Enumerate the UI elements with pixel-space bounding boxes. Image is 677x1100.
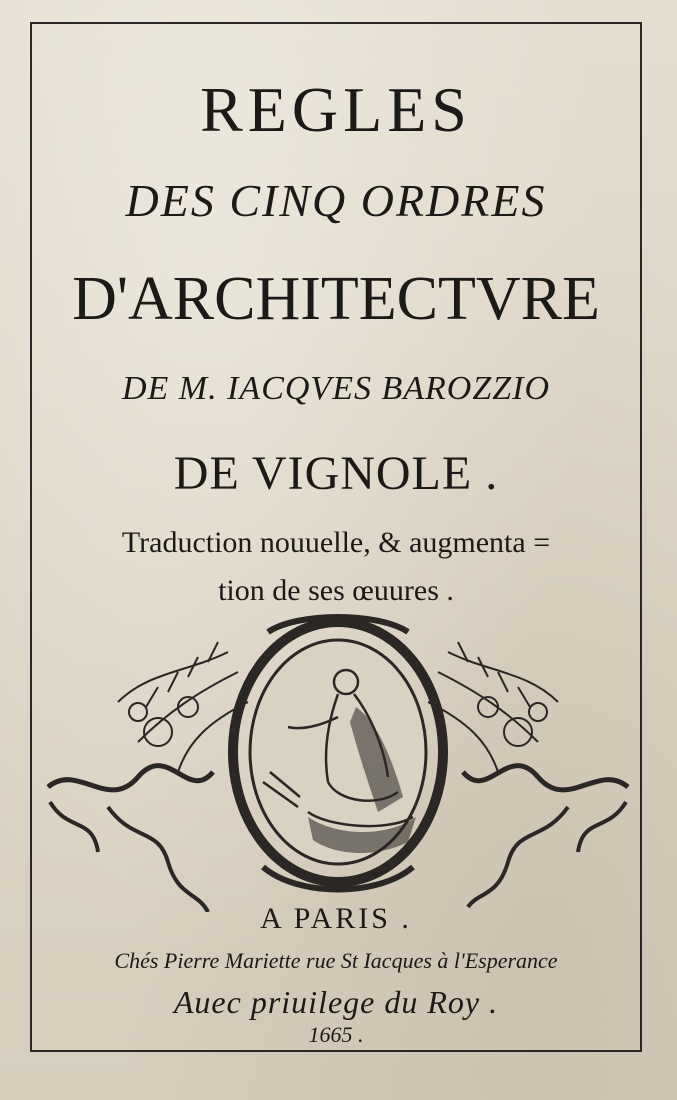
engraved-cartouche-ornament [38,612,638,912]
imprint-year: 1665 . [308,1022,364,1047]
title-architecture: D'ARCHITECTVRE [72,265,600,333]
imprint-privilege: Auec priuilege du Roy . [173,984,499,1020]
author-barozzio: DE M. IACQVES BAROZZIO [121,370,551,407]
subtitle-traduction-2: tion de ses œuures . [218,574,454,607]
title-regles: REGLES [200,74,472,145]
title-cinq-ordres: DES CINQ ORDRES [125,175,547,226]
subtitle-traduction-1: Traduction nouuelle, & augmenta = [121,526,551,559]
imprint-publisher: Chés Pierre Mariette rue St Iacques à l'Esperance [114,948,558,973]
imprint-place: A PARIS . [260,902,412,935]
author-vignole: DE VIGNOLE . [173,447,499,500]
